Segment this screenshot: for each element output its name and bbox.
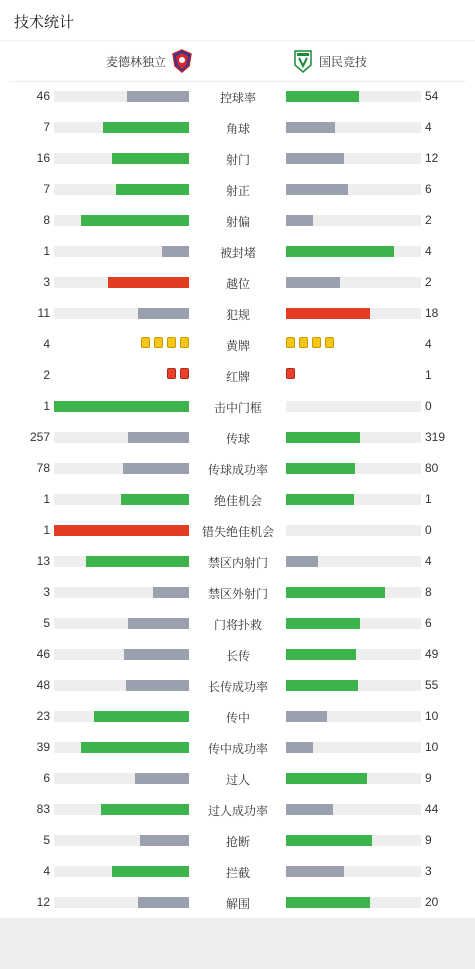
stat-row bbox=[0, 174, 475, 205]
stat-label: 越位 bbox=[225, 277, 250, 291]
home-bar bbox=[54, 680, 189, 691]
red-card-icon bbox=[167, 368, 176, 379]
stat-label: 禁区外射门 bbox=[207, 587, 268, 601]
home-value: 78 bbox=[36, 461, 50, 475]
stat-row bbox=[0, 887, 475, 918]
home-team[interactable] bbox=[101, 49, 193, 73]
home-bar bbox=[54, 401, 189, 412]
stat-row bbox=[0, 112, 475, 143]
home-bar-fill bbox=[116, 184, 189, 195]
away-value: 3 bbox=[425, 864, 432, 878]
stat-row bbox=[0, 205, 475, 236]
home-value: 3 bbox=[43, 585, 50, 599]
home-value: 1 bbox=[43, 244, 50, 258]
stat-label: 错失绝佳机会 bbox=[201, 525, 274, 539]
away-bar-fill bbox=[286, 91, 359, 102]
home-bar bbox=[54, 711, 189, 722]
home-bar-fill bbox=[86, 556, 189, 567]
away-bar-fill bbox=[286, 153, 344, 164]
stat-row bbox=[0, 267, 475, 298]
away-value: 49 bbox=[425, 647, 439, 661]
home-bar bbox=[54, 866, 189, 877]
home-value: 1 bbox=[43, 399, 50, 413]
away-bar-fill bbox=[286, 184, 348, 195]
stat-label: 射门 bbox=[225, 153, 250, 167]
away-bar-fill bbox=[286, 773, 367, 784]
home-cards bbox=[141, 337, 189, 348]
stat-row bbox=[0, 856, 475, 887]
away-team[interactable] bbox=[292, 49, 372, 73]
away-bar bbox=[286, 649, 421, 660]
home-value: 11 bbox=[37, 306, 50, 320]
stat-row bbox=[0, 391, 475, 422]
away-value: 0 bbox=[425, 399, 432, 413]
away-bar bbox=[286, 804, 421, 815]
home-bar bbox=[54, 153, 189, 164]
home-bar bbox=[54, 897, 189, 908]
stat-row bbox=[0, 298, 475, 329]
yellow-card-icon bbox=[180, 337, 189, 348]
away-bar bbox=[286, 773, 421, 784]
away-bar bbox=[286, 401, 421, 412]
away-bar-fill bbox=[286, 897, 370, 908]
home-bar bbox=[54, 494, 189, 505]
away-bar-fill bbox=[286, 804, 333, 815]
away-bar bbox=[286, 277, 421, 288]
away-bar bbox=[286, 556, 421, 567]
home-bar bbox=[54, 587, 189, 598]
stat-label: 解围 bbox=[225, 897, 250, 911]
away-value: 2 bbox=[425, 275, 432, 289]
away-bar bbox=[286, 897, 421, 908]
home-bar bbox=[54, 277, 189, 288]
home-value: 257 bbox=[29, 430, 50, 444]
stat-label: 犯规 bbox=[225, 308, 250, 322]
home-bar bbox=[54, 184, 189, 195]
home-bar-fill bbox=[81, 215, 189, 226]
home-bar-fill bbox=[123, 463, 189, 474]
away-value: 9 bbox=[425, 833, 432, 847]
stat-label: 禁区内射门 bbox=[207, 556, 268, 570]
home-team-crest-icon bbox=[171, 49, 193, 73]
away-bar bbox=[286, 122, 421, 133]
home-value: 16 bbox=[36, 151, 50, 165]
stat-row bbox=[0, 360, 475, 391]
away-cards bbox=[286, 368, 295, 379]
away-value: 4 bbox=[425, 554, 432, 568]
away-value: 8 bbox=[425, 585, 432, 599]
away-bar bbox=[286, 184, 421, 195]
away-value: 6 bbox=[425, 182, 432, 196]
teams-header bbox=[9, 41, 466, 82]
home-bar-fill bbox=[153, 587, 189, 598]
away-value: 54 bbox=[425, 89, 439, 103]
home-bar bbox=[54, 91, 189, 102]
home-value: 2 bbox=[43, 368, 50, 382]
stat-label: 射偏 bbox=[225, 215, 250, 229]
away-team-name: 国民竞技 bbox=[319, 54, 368, 69]
stat-row bbox=[0, 81, 475, 112]
home-bar-fill bbox=[135, 773, 189, 784]
home-bar bbox=[54, 556, 189, 567]
home-bar bbox=[54, 804, 189, 815]
home-value: 39 bbox=[36, 740, 50, 754]
away-bar bbox=[286, 742, 421, 753]
home-value: 1 bbox=[43, 523, 50, 537]
home-value: 4 bbox=[43, 864, 50, 878]
stat-label: 被封堵 bbox=[219, 246, 256, 260]
home-bar-fill bbox=[140, 835, 189, 846]
home-cards bbox=[167, 368, 189, 379]
away-value: 9 bbox=[425, 771, 432, 785]
stat-row bbox=[0, 825, 475, 856]
away-value: 55 bbox=[425, 678, 439, 692]
yellow-card-icon bbox=[154, 337, 163, 348]
stat-row bbox=[0, 701, 475, 732]
home-bar bbox=[54, 246, 189, 257]
away-bar-fill bbox=[286, 432, 360, 443]
stat-row bbox=[0, 329, 475, 360]
home-team-name: 麦德林独立 bbox=[106, 54, 167, 69]
stat-row bbox=[0, 577, 475, 608]
away-bar-fill bbox=[286, 122, 335, 133]
home-value: 5 bbox=[43, 833, 50, 847]
home-value: 7 bbox=[43, 120, 50, 134]
home-bar bbox=[54, 463, 189, 474]
home-value: 8 bbox=[43, 213, 50, 227]
red-card-icon bbox=[286, 368, 295, 379]
stat-label: 黄牌 bbox=[225, 339, 250, 353]
away-value: 0 bbox=[425, 523, 432, 537]
stat-row bbox=[0, 546, 475, 577]
stat-label: 控球率 bbox=[219, 91, 256, 105]
red-card-icon bbox=[180, 368, 189, 379]
home-value: 83 bbox=[36, 802, 50, 816]
away-value: 1 bbox=[425, 368, 432, 382]
home-bar-fill bbox=[94, 711, 189, 722]
stat-label: 传中 bbox=[225, 711, 250, 725]
away-bar-fill bbox=[286, 866, 344, 877]
home-bar-fill bbox=[108, 277, 189, 288]
away-value: 4 bbox=[425, 337, 432, 351]
home-bar-fill bbox=[81, 742, 189, 753]
home-value: 46 bbox=[36, 89, 50, 103]
stat-label: 门将扑救 bbox=[213, 618, 262, 632]
stat-label: 红牌 bbox=[225, 370, 250, 384]
stat-row bbox=[0, 143, 475, 174]
away-bar-fill bbox=[286, 680, 358, 691]
home-bar-fill bbox=[128, 618, 189, 629]
stat-row bbox=[0, 732, 475, 763]
home-bar bbox=[54, 122, 189, 133]
away-cards bbox=[286, 337, 334, 348]
away-bar bbox=[286, 246, 421, 257]
away-bar-fill bbox=[286, 556, 318, 567]
away-bar bbox=[286, 525, 421, 536]
home-bar-fill bbox=[138, 308, 189, 319]
stat-label: 长传 bbox=[225, 649, 250, 663]
away-bar bbox=[286, 215, 421, 226]
stat-row bbox=[0, 236, 475, 267]
away-bar-fill bbox=[286, 463, 355, 474]
home-bar-fill bbox=[103, 122, 189, 133]
stat-label: 长传成功率 bbox=[207, 680, 268, 694]
stat-label: 角球 bbox=[225, 122, 250, 136]
home-value: 46 bbox=[36, 647, 50, 661]
yellow-card-icon bbox=[312, 337, 321, 348]
page-title: 技术统计 bbox=[14, 13, 75, 31]
stat-label: 绝佳机会 bbox=[213, 494, 262, 508]
away-bar-fill bbox=[286, 246, 394, 257]
away-bar bbox=[286, 587, 421, 598]
stat-row bbox=[0, 639, 475, 670]
stat-row bbox=[0, 484, 475, 515]
stat-row bbox=[0, 515, 475, 546]
stat-label: 传球 bbox=[225, 432, 250, 446]
home-bar bbox=[54, 215, 189, 226]
home-value: 23 bbox=[36, 709, 50, 723]
away-bar-fill bbox=[286, 308, 370, 319]
home-bar-fill bbox=[162, 246, 189, 257]
header bbox=[0, 0, 475, 41]
away-bar-fill bbox=[286, 587, 385, 598]
home-value: 3 bbox=[43, 275, 50, 289]
home-value: 5 bbox=[43, 616, 50, 630]
away-value: 80 bbox=[425, 461, 439, 475]
home-bar-fill bbox=[54, 401, 189, 412]
home-bar bbox=[54, 618, 189, 629]
away-team-crest-icon bbox=[292, 49, 314, 73]
stat-label: 传中成功率 bbox=[207, 742, 268, 756]
home-bar-fill bbox=[126, 680, 189, 691]
away-bar-fill bbox=[286, 215, 313, 226]
away-value: 10 bbox=[425, 740, 439, 754]
stat-label: 抢断 bbox=[225, 835, 250, 849]
home-bar-fill bbox=[128, 432, 189, 443]
yellow-card-icon bbox=[141, 337, 150, 348]
stat-label: 过人 bbox=[225, 773, 250, 787]
home-value: 4 bbox=[43, 337, 50, 351]
home-bar bbox=[54, 432, 189, 443]
stat-row bbox=[0, 608, 475, 639]
yellow-card-icon bbox=[286, 337, 295, 348]
stat-row bbox=[0, 763, 475, 794]
away-bar bbox=[286, 308, 421, 319]
home-value: 7 bbox=[43, 182, 50, 196]
stat-label: 击中门框 bbox=[213, 401, 262, 415]
away-bar bbox=[286, 432, 421, 443]
away-bar-fill bbox=[286, 277, 340, 288]
away-value: 2 bbox=[425, 213, 432, 227]
stat-row bbox=[0, 453, 475, 484]
home-value: 13 bbox=[36, 554, 50, 568]
home-bar bbox=[54, 742, 189, 753]
away-bar-fill bbox=[286, 618, 360, 629]
away-bar-fill bbox=[286, 649, 356, 660]
away-bar-fill bbox=[286, 494, 354, 505]
away-value: 319 bbox=[425, 430, 446, 444]
yellow-card-icon bbox=[167, 337, 176, 348]
home-bar-fill bbox=[112, 866, 189, 877]
away-value: 10 bbox=[425, 709, 439, 723]
away-bar bbox=[286, 680, 421, 691]
home-bar-fill bbox=[138, 897, 189, 908]
away-bar bbox=[286, 91, 421, 102]
stat-label: 传球成功率 bbox=[207, 463, 268, 477]
stat-row bbox=[0, 670, 475, 701]
stat-row bbox=[0, 794, 475, 825]
home-value: 1 bbox=[43, 492, 50, 506]
away-bar-fill bbox=[286, 711, 327, 722]
stat-label: 射正 bbox=[225, 184, 250, 198]
home-bar bbox=[54, 649, 189, 660]
away-bar-fill bbox=[286, 835, 372, 846]
away-bar bbox=[286, 494, 421, 505]
stat-row bbox=[0, 422, 475, 453]
stats-list bbox=[0, 81, 475, 918]
away-bar bbox=[286, 866, 421, 877]
away-value: 12 bbox=[425, 151, 439, 165]
stat-label: 拦截 bbox=[225, 866, 250, 880]
home-bar-fill bbox=[112, 153, 189, 164]
away-bar bbox=[286, 835, 421, 846]
home-bar-fill bbox=[121, 494, 189, 505]
away-value: 20 bbox=[425, 895, 439, 909]
yellow-card-icon bbox=[299, 337, 308, 348]
away-bar bbox=[286, 153, 421, 164]
away-bar bbox=[286, 463, 421, 474]
home-value: 6 bbox=[43, 771, 50, 785]
away-value: 4 bbox=[425, 120, 432, 134]
away-value: 6 bbox=[425, 616, 432, 630]
home-bar-fill bbox=[124, 649, 189, 660]
home-bar bbox=[54, 835, 189, 846]
home-bar bbox=[54, 525, 189, 536]
yellow-card-icon bbox=[325, 337, 334, 348]
home-bar-fill bbox=[101, 804, 189, 815]
home-value: 12 bbox=[36, 895, 50, 909]
home-bar-fill bbox=[127, 91, 189, 102]
away-bar bbox=[286, 711, 421, 722]
home-bar bbox=[54, 308, 189, 319]
home-bar-fill bbox=[54, 525, 189, 536]
away-value: 44 bbox=[425, 802, 439, 816]
away-bar bbox=[286, 618, 421, 629]
home-value: 48 bbox=[36, 678, 50, 692]
away-value: 4 bbox=[425, 244, 432, 258]
stat-label: 过人成功率 bbox=[207, 804, 268, 818]
away-bar-fill bbox=[286, 742, 313, 753]
away-value: 1 bbox=[425, 492, 432, 506]
away-value: 18 bbox=[425, 306, 439, 320]
home-bar bbox=[54, 773, 189, 784]
